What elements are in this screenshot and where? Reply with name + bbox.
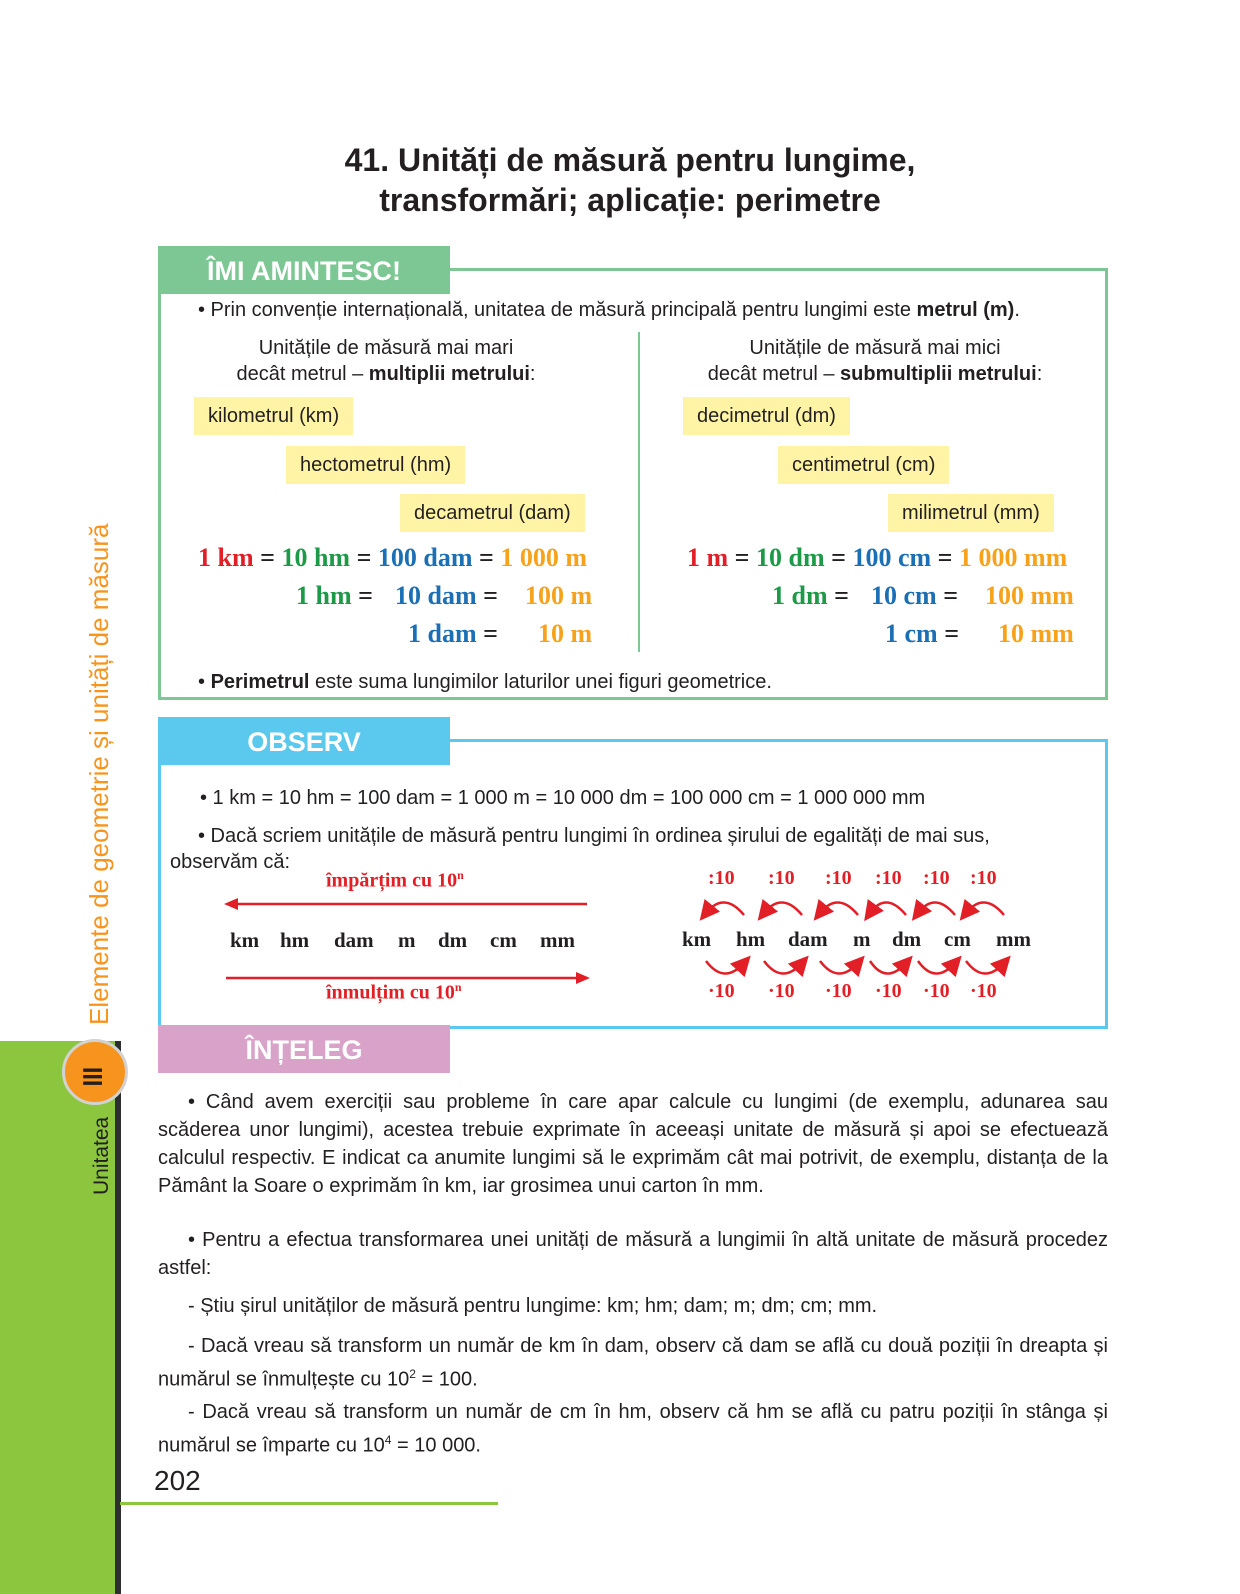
column-divider [638,332,640,652]
step-diagram [680,867,1060,1007]
multiples-heading-line-1: Unitățile de măsură mai mari [258,337,514,359]
div-step-3: :10 [825,867,852,889]
tag-kilometer: kilometrul (km) [194,397,353,435]
mul-step-6: ·10 [970,980,997,1002]
submultiples-heading-line-2: decât metrul – submultiplii metrului: [707,363,1043,385]
bullet-2-bold: Perimetrul [210,671,310,693]
remember-header: ÎMI AMINTESC! [158,246,450,294]
understand-paragraph-2: • Pentru a efectua transformarea unei unități de măsură a lungimii în altă unitate de măsură procedez astfel: [158,1229,1108,1279]
unit-number-badge [62,1039,128,1105]
left-eq-row-3-a: 1 dam = [408,619,498,648]
title-line-2: transformări; aplicație: perimetre [379,182,881,218]
unit-dam: dam [334,928,374,952]
left-eq-row-2-a: 1 hm = [296,581,373,610]
tag-decameter: decametrul (dam) [400,494,585,532]
page-number: 202 [154,1465,201,1496]
div-step-2: :10 [768,867,795,889]
bullet-2-rest: este suma lungimilor laturilor unei figuri geometrice. [309,671,772,693]
left-eq-row-1: 1 km = 10 hm = 100 dam = 1 000 m [198,543,588,572]
right-eq-row-2-a: 1 dm = [772,581,849,610]
sidebar-unit-label: Unitatea [90,1116,113,1195]
step-unit-hm: hm [736,927,766,951]
mul-step-2: ·10 [768,980,795,1002]
unit-dm: dm [438,928,468,952]
understand-paragraph-4: - Dacă vreau să transform un număr de km în dam, observ că dam se află cu două poziții în dreapta și numărul se înmulțește cu $10^2 = 100$. [158,1335,1108,1391]
right-eq-row-1: 1 m = 10 dm = 100 cm = 1 000 mm [687,543,1068,572]
left-eq-row-2-b: 10 dam = [395,581,498,610]
tag-millimeter: milimetrul (mm) [888,494,1054,532]
left-eq-row-3-b: 10 m [538,619,593,648]
page-title [150,140,1110,220]
observe-line-1: • 1 km = 10 hm = 100 dam = 1 000 m = 10 000 dm = 100 000 cm = 1 000 000 mm [200,787,926,809]
remember-bullet-1 [198,296,1098,324]
unit-km: km [230,928,260,952]
remember-box [158,268,1108,700]
sidebar-shadow [115,1041,121,1594]
observe-line-2b: observăm că: [170,851,291,873]
observe-line-2a: • Dacă scriem unitățile de măsură pentru lungimi în ordinea șirului de egalități de mai sus, [198,825,990,847]
bullet-1-bold: metrul (m) [916,299,1015,321]
sidebar-section-title: Elemente de geometrie și unități de măsură [84,523,114,1025]
step-unit-km: km [682,927,712,951]
div-step-5: :10 [923,867,950,889]
step-unit-cm: cm [944,927,971,951]
divide-label: împărțim cu 10$^n$ [326,868,464,892]
right-eq-row-3-b: 10 mm [998,619,1074,648]
tag-decimeter: decimetrul (dm) [683,397,850,435]
multiples-heading [186,335,586,387]
div-step-6: :10 [970,867,997,889]
understand-paragraph-5: - Dacă vreau să transform un număr de cm în hm, observ că hm se află cu patru poziții în stânga și numărul se împarte cu $10^4 = 10$ 000. [158,1401,1108,1457]
unit-hm: hm [280,928,310,952]
understand-header: ÎNȚELEG [158,1025,450,1073]
right-eq-row-2-c: 100 mm [985,581,1074,610]
bullet-1-pre: • Prin convenție internațională, unitatea de măsură principală pentru lungimi este [198,299,917,321]
multiples-heading-line-2: decât metrul – multiplii metrului: [236,363,536,385]
left-eq-row-2-c: 100 m [525,581,593,610]
divide-arrow [222,896,592,912]
tag-hectometer: hectometrul (hm) [286,446,465,484]
step-unit-dam: dam [788,927,828,951]
mul-step-5: ·10 [923,980,950,1002]
tag-centimeter: centimetrul (cm) [778,446,949,484]
mul-step-1: ·10 [708,980,735,1002]
submultiples-heading-line-1: Unitățile de măsură mai mici [749,337,1001,359]
unit-mm: mm [540,928,575,952]
mul-step-4: ·10 [875,980,902,1002]
understand-paragraph-1: • Când avem exerciții sau probleme în care apar calcule cu lungimi (de exemplu, adunarea sau scăderea unor lungimi), acestea trebuie exprimate în aceeași unitate de măsură și apoi se efectuează calculul respectiv. E indicat ca anumite lungimi să le exprimăm cât mai potrivit, de exemplu, distanța de la Pământ la Soare o exprimăm în km, iar grosimea unui carton în mm. [158,1091,1108,1197]
submultiples-heading [675,335,1075,387]
step-unit-mm: mm [996,927,1031,951]
div-step-1: :10 [708,867,735,889]
right-eq-row-3-a: 1 cm = [885,619,960,648]
mul-step-3: ·10 [825,980,852,1002]
unit-m: m [398,928,416,952]
footer-rule [120,1502,498,1505]
unit-cm: cm [490,928,517,952]
div-step-4: :10 [875,867,902,889]
right-eq-row-2-b: 10 cm = [871,581,959,610]
observe-header: OBSERV [158,717,450,765]
title-line-1: 41. Unități de măsură pentru lungime, [344,142,916,178]
step-unit-m: m [853,927,871,951]
understand-paragraph-3: - Știu șirul unităților de măsură pentru lungime: km; hm; dam; m; dm; cm; mm. [188,1295,878,1317]
step-unit-dm: dm [892,927,922,951]
multiply-label: înmulțim cu 10$^n$ [326,980,462,1004]
unit-number: ≡ [80,1059,104,1094]
bullet-1-post: . [1014,299,1020,321]
remember-bullet-2: • Perimetrul este suma lungimilor laturilor unei figuri geometrice. [198,671,772,693]
